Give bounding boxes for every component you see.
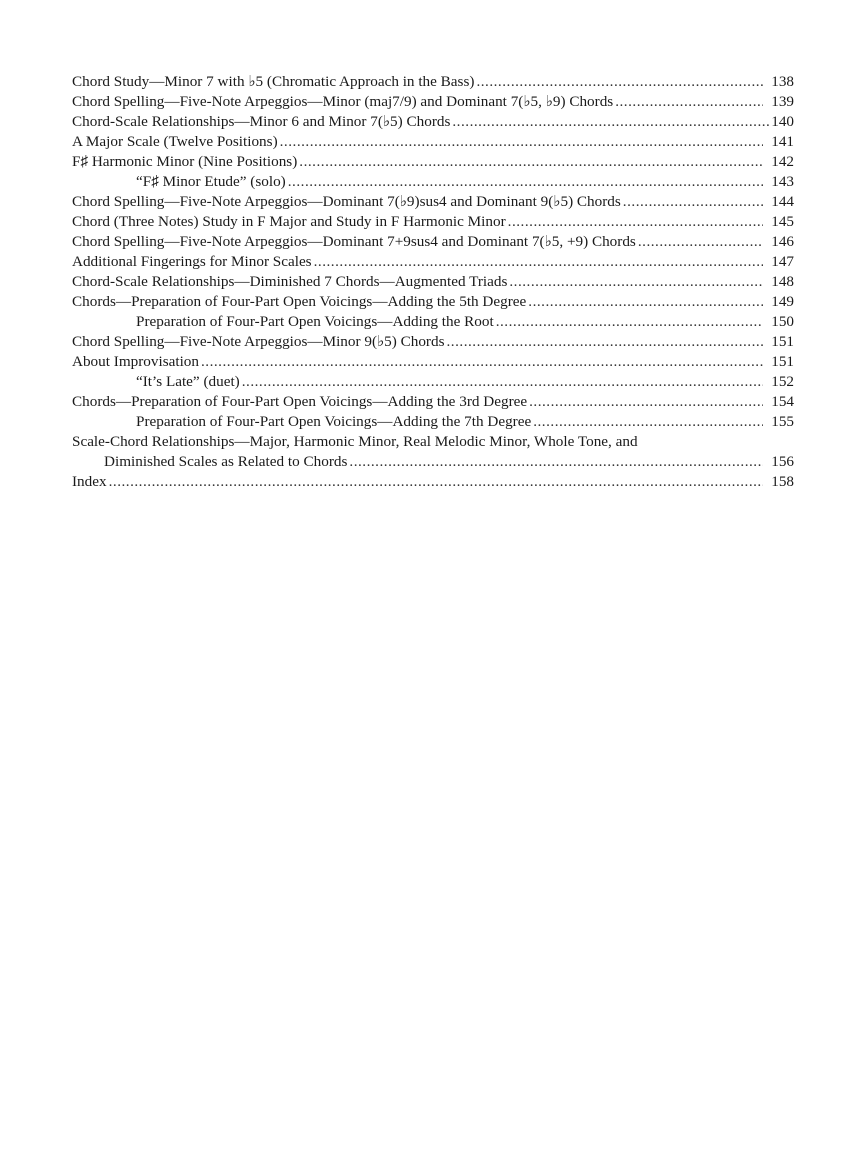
dot-leader xyxy=(242,372,763,392)
toc-entry-title: “F♯ Minor Etude” (solo) xyxy=(136,173,286,190)
dot-leader xyxy=(349,452,763,472)
toc-entry-title: A Major Scale (Twelve Positions) xyxy=(72,133,278,150)
dot-leader xyxy=(528,292,763,312)
toc-entry-page: 158 xyxy=(771,473,794,490)
toc-entry-title: Index xyxy=(72,473,107,490)
toc-entry[interactable] xyxy=(72,312,794,332)
toc-entry-title: “It’s Late” (duet) xyxy=(136,373,240,390)
toc-entry-page: 151 xyxy=(771,333,794,350)
toc-entry[interactable] xyxy=(72,152,794,172)
dot-leader xyxy=(529,392,763,412)
toc-entry-title: Chord Spelling—Five-Note Arpeggios—Dominant 7+9sus4 and Dominant 7(♭5, +9) Chords xyxy=(72,233,636,250)
toc-entry-title: Diminished Scales as Related to Chords xyxy=(104,453,348,470)
toc-entry-page: 155 xyxy=(771,413,794,430)
toc-entry-continuation[interactable] xyxy=(72,452,794,472)
dot-leader xyxy=(314,252,763,272)
dot-leader xyxy=(201,352,763,372)
toc-entry[interactable] xyxy=(72,72,794,92)
toc-entry[interactable] xyxy=(72,412,794,432)
toc-entry-title: Chord-Scale Relationships—Minor 6 and Minor 7(♭5) Chords xyxy=(72,113,451,130)
toc-entry-title: Chord (Three Notes) Study in F Major and Study in F Harmonic Minor xyxy=(72,213,506,230)
toc-entry-page: 140 xyxy=(771,113,794,130)
toc-entry-page: 141 xyxy=(771,133,794,150)
dot-leader xyxy=(447,332,764,352)
toc-entry[interactable] xyxy=(72,292,794,312)
dot-leader xyxy=(496,312,763,332)
toc-entry-page: 142 xyxy=(771,153,794,170)
dot-leader xyxy=(299,152,763,172)
toc-entry[interactable] xyxy=(72,252,794,272)
toc-entry[interactable] xyxy=(72,192,794,212)
toc-entry[interactable] xyxy=(72,472,794,492)
toc-entry[interactable] xyxy=(72,272,794,292)
toc-entry-title: Chord Study—Minor 7 with ♭5 (Chromatic Approach in the Bass) xyxy=(72,73,475,90)
dot-leader xyxy=(509,272,763,292)
toc-entry-title: Chords—Preparation of Four-Part Open Voicings—Adding the 3rd Degree xyxy=(72,393,528,410)
toc-entry-first-line[interactable] xyxy=(72,432,794,452)
toc-entry[interactable] xyxy=(72,352,794,372)
dot-leader xyxy=(288,172,763,192)
toc-entry-title: Chord-Scale Relationships—Diminished 7 Chords—Augmented Triads xyxy=(72,273,508,290)
toc-entry[interactable] xyxy=(72,392,794,412)
dot-leader xyxy=(476,72,763,92)
toc-entry-title: Additional Fingerings for Minor Scales xyxy=(72,253,312,270)
toc-entry-page: 143 xyxy=(771,173,794,190)
table-of-contents xyxy=(72,72,794,492)
toc-entry-page: 151 xyxy=(771,353,794,370)
toc-entry-page: 154 xyxy=(771,393,794,410)
toc-entry-title: Chords—Preparation of Four-Part Open Voicings—Adding the 5th Degree xyxy=(72,293,527,310)
toc-entry[interactable] xyxy=(72,372,794,392)
dot-leader xyxy=(615,92,763,112)
toc-entry-title: F♯ Harmonic Minor (Nine Positions) xyxy=(72,153,298,170)
toc-entry-page: 146 xyxy=(771,233,794,250)
toc-entry-page: 150 xyxy=(771,313,794,330)
toc-entry-title: Scale-Chord Relationships—Major, Harmonic Minor, Real Melodic Minor, Whole Tone, and xyxy=(72,433,638,450)
toc-entry-title: About Improvisation xyxy=(72,353,199,370)
dot-leader xyxy=(452,112,771,132)
toc-entry-page: 152 xyxy=(771,373,794,390)
toc-entry[interactable] xyxy=(72,92,794,112)
dot-leader xyxy=(638,232,763,252)
toc-entry[interactable] xyxy=(72,232,794,252)
toc-entry[interactable] xyxy=(72,132,794,152)
toc-entry-page: 156 xyxy=(771,453,794,470)
dot-leader xyxy=(508,212,763,232)
dot-leader xyxy=(109,472,763,492)
toc-entry-title: Chord Spelling—Five-Note Arpeggios—Minor 9(♭5) Chords xyxy=(72,333,445,350)
toc-entry-page: 138 xyxy=(771,73,794,90)
toc-entry-page: 148 xyxy=(771,273,794,290)
toc-entry[interactable] xyxy=(72,112,794,132)
toc-entry[interactable] xyxy=(72,332,794,352)
toc-entry-title: Preparation of Four-Part Open Voicings—Adding the Root xyxy=(136,313,494,330)
toc-entry-title: Chord Spelling—Five-Note Arpeggios—Minor (maj7/9) and Dominant 7(♭5, ♭9) Chords xyxy=(72,93,614,110)
dot-leader xyxy=(533,412,763,432)
toc-entry-page: 147 xyxy=(771,253,794,270)
toc-entry[interactable] xyxy=(72,212,794,232)
toc-entry-title: Preparation of Four-Part Open Voicings—Adding the 7th Degree xyxy=(136,413,532,430)
toc-entry-page: 144 xyxy=(771,193,794,210)
toc-entry-page: 139 xyxy=(771,93,794,110)
toc-entry-title: Chord Spelling—Five-Note Arpeggios—Dominant 7(♭9)sus4 and Dominant 9(♭5) Chords xyxy=(72,193,621,210)
toc-entry[interactable] xyxy=(72,172,794,192)
dot-leader xyxy=(623,192,763,212)
toc-entry-page: 145 xyxy=(771,213,794,230)
toc-entry-page: 149 xyxy=(771,293,794,310)
dot-leader xyxy=(280,132,763,152)
